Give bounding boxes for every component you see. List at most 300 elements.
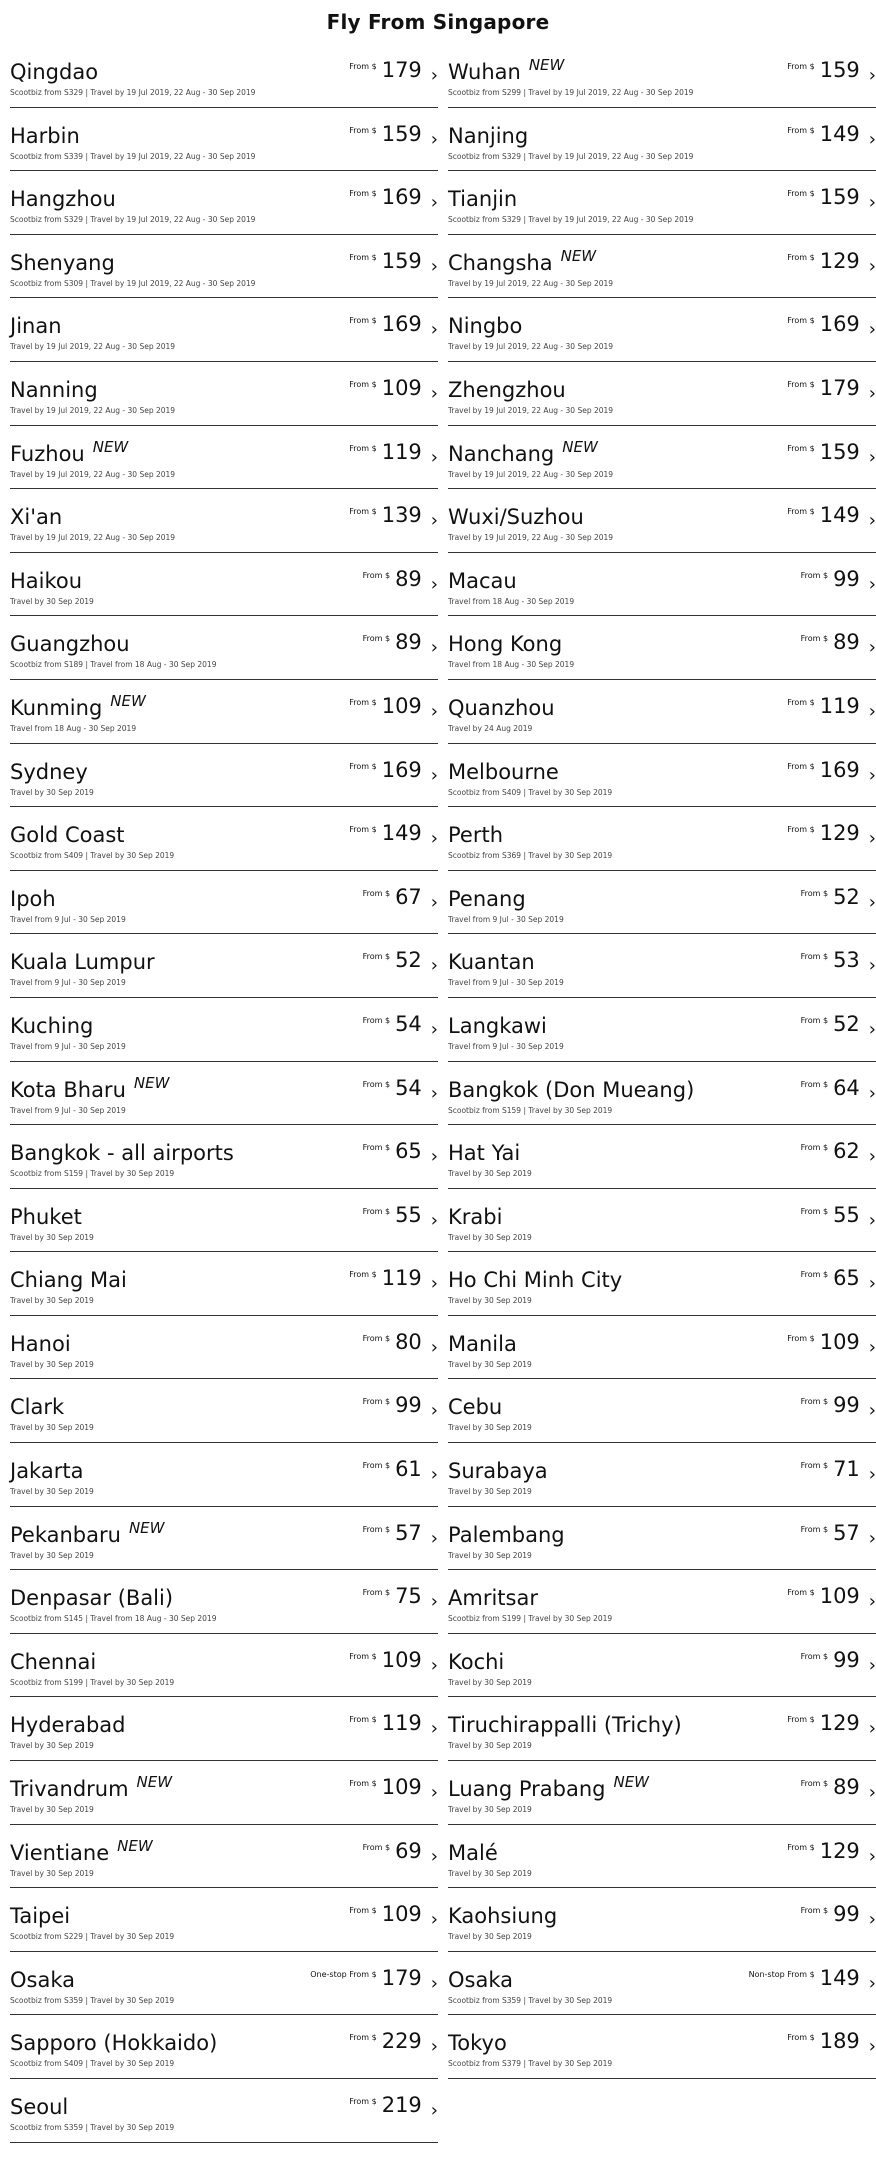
- chevron-right-icon[interactable]: ›: [430, 128, 438, 150]
- destination-city[interactable]: [448, 1841, 498, 1865]
- chevron-right-icon[interactable]: ›: [868, 1718, 876, 1740]
- fare-price[interactable]: [749, 1964, 876, 1994]
- destination-row[interactable]: [10, 1697, 438, 1761]
- fare-price[interactable]: [349, 819, 438, 849]
- destination-city[interactable]: [10, 691, 146, 720]
- chevron-right-icon[interactable]: ›: [868, 1336, 876, 1358]
- destination-row[interactable]: [448, 807, 876, 871]
- destination-row[interactable]: [448, 1697, 876, 1761]
- price-prefix: From $: [800, 1651, 829, 1661]
- destination-city[interactable]: [448, 823, 503, 847]
- fare-price[interactable]: [349, 120, 438, 150]
- destination-city[interactable]: [10, 1332, 71, 1356]
- fare-price[interactable]: [801, 1900, 876, 1930]
- destination-city[interactable]: [448, 314, 522, 338]
- fare-details: Travel by 19 Jul 2019, 22 Aug - 30 Sep 2019: [448, 278, 614, 288]
- chevron-right-icon[interactable]: ›: [430, 192, 438, 214]
- destination-row[interactable]: [10, 298, 438, 362]
- fare-price[interactable]: [349, 56, 438, 86]
- price-amount: 159: [381, 248, 422, 273]
- chevron-right-icon[interactable]: ›: [868, 764, 876, 786]
- destination-city[interactable]: [10, 1395, 64, 1419]
- destination-row[interactable]: [10, 616, 438, 680]
- price-amount: 109: [381, 375, 422, 400]
- destination-row[interactable]: [448, 1443, 876, 1507]
- chevron-right-icon[interactable]: ›: [868, 891, 876, 913]
- destination-row[interactable]: [10, 1316, 438, 1380]
- fare-price[interactable]: [787, 819, 876, 849]
- destination-row[interactable]: [10, 44, 438, 108]
- destination-row[interactable]: [10, 171, 438, 235]
- chevron-right-icon[interactable]: ›: [430, 1464, 438, 1486]
- destination-city[interactable]: [10, 1518, 165, 1547]
- chevron-right-icon[interactable]: ›: [430, 1336, 438, 1358]
- city-name: Gold Coast: [10, 823, 125, 848]
- chevron-right-icon[interactable]: ›: [430, 1782, 438, 1804]
- city-name: Fuzhou: [10, 441, 85, 466]
- fare-details: Travel by 30 Sep 2019: [448, 1805, 532, 1815]
- chevron-right-icon[interactable]: ›: [868, 1909, 876, 1931]
- destination-row[interactable]: [10, 998, 438, 1062]
- fare-price[interactable]: [801, 1074, 876, 1104]
- destination-city[interactable]: [448, 1523, 565, 1547]
- chevron-right-icon[interactable]: ›: [430, 764, 438, 786]
- destination-city[interactable]: [10, 314, 62, 338]
- price-prefix: From $: [362, 888, 391, 898]
- price-amount: 52: [833, 884, 860, 909]
- destination-city[interactable]: [10, 2031, 217, 2055]
- chevron-right-icon[interactable]: ›: [868, 382, 876, 404]
- fare-price[interactable]: [787, 183, 876, 213]
- chevron-right-icon[interactable]: ›: [868, 446, 876, 468]
- destination-row[interactable]: [10, 235, 438, 299]
- price-prefix: From $: [349, 1715, 377, 1725]
- fare-price[interactable]: [801, 1519, 876, 1549]
- destination-city[interactable]: [10, 437, 129, 466]
- fare-price[interactable]: [349, 438, 438, 468]
- chevron-right-icon[interactable]: ›: [868, 1146, 876, 1168]
- fare-price[interactable]: [787, 1837, 876, 1867]
- fare-price[interactable]: [349, 374, 438, 404]
- fare-price[interactable]: [801, 1773, 876, 1803]
- destination-city[interactable]: [10, 1459, 83, 1483]
- chevron-right-icon[interactable]: ›: [430, 1654, 438, 1676]
- chevron-right-icon[interactable]: ›: [868, 1527, 876, 1549]
- city-name: Nanchang: [448, 441, 555, 466]
- destination-row[interactable]: [10, 1570, 438, 1634]
- fare-price[interactable]: [787, 692, 876, 722]
- price-prefix: From $: [787, 1333, 815, 1343]
- fare-price[interactable]: [349, 1709, 438, 1739]
- destination-row[interactable]: [10, 1634, 438, 1698]
- fare-price[interactable]: [787, 1709, 876, 1739]
- destination-city[interactable]: [10, 1586, 173, 1610]
- price-prefix: From $: [349, 2033, 377, 2043]
- destination-row[interactable]: [448, 616, 876, 680]
- fare-price[interactable]: [363, 883, 438, 913]
- chevron-right-icon[interactable]: ›: [430, 700, 438, 722]
- destination-row[interactable]: [10, 871, 438, 935]
- price-prefix: From $: [362, 1397, 391, 1407]
- fare-price[interactable]: [363, 1582, 438, 1612]
- chevron-right-icon[interactable]: ›: [868, 1972, 876, 1994]
- chevron-right-icon[interactable]: ›: [868, 1654, 876, 1676]
- destination-city[interactable]: [10, 1650, 96, 1674]
- destination-row[interactable]: [10, 1952, 438, 2016]
- fare-price[interactable]: [787, 1582, 876, 1612]
- destination-row[interactable]: [10, 1507, 438, 1571]
- destination-row[interactable]: [10, 553, 438, 617]
- destination-city[interactable]: [448, 1713, 682, 1737]
- destination-city[interactable]: [448, 569, 517, 593]
- fare-price[interactable]: [787, 2027, 876, 2057]
- destination-city[interactable]: [448, 950, 535, 974]
- fare-price[interactable]: [310, 1964, 438, 1994]
- destination-row[interactable]: [448, 934, 876, 998]
- fare-price[interactable]: [801, 1646, 876, 1676]
- chevron-right-icon[interactable]: ›: [430, 2036, 438, 2058]
- destination-city[interactable]: [448, 1332, 517, 1356]
- destination-row[interactable]: [10, 362, 438, 426]
- destination-city[interactable]: [448, 760, 559, 784]
- destination-city[interactable]: [448, 1773, 649, 1802]
- destination-city[interactable]: [10, 251, 115, 275]
- price-amount: 149: [819, 121, 860, 146]
- destination-row[interactable]: [448, 1062, 876, 1126]
- destination-row[interactable]: [10, 108, 438, 172]
- destination-city[interactable]: [10, 632, 130, 656]
- price-prefix: From $: [800, 1779, 829, 1789]
- destination-city[interactable]: [10, 1904, 70, 1928]
- fare-price[interactable]: [349, 1900, 438, 1930]
- destination-row[interactable]: [448, 1570, 876, 1634]
- fare-price[interactable]: [349, 247, 438, 277]
- chevron-right-icon[interactable]: ›: [868, 637, 876, 659]
- fare-price[interactable]: [801, 946, 876, 976]
- destination-city[interactable]: [448, 2031, 507, 2055]
- fare-details: Scootbiz from S159 | Travel by 30 Sep 2019: [448, 1105, 613, 1115]
- chevron-right-icon[interactable]: ›: [430, 1718, 438, 1740]
- chevron-right-icon[interactable]: ›: [868, 2036, 876, 2058]
- chevron-right-icon[interactable]: ›: [868, 1209, 876, 1231]
- destination-row[interactable]: [448, 680, 876, 744]
- destination-city[interactable]: [10, 569, 82, 593]
- chevron-right-icon[interactable]: ›: [868, 1464, 876, 1486]
- city-name: Jinan: [10, 314, 62, 339]
- price-amount: 52: [395, 948, 422, 973]
- destination-row[interactable]: [448, 1252, 876, 1316]
- fare-price[interactable]: [787, 501, 876, 531]
- chevron-right-icon[interactable]: ›: [430, 382, 438, 404]
- destination-row[interactable]: [448, 553, 876, 617]
- fare-price[interactable]: [363, 628, 438, 658]
- destination-row[interactable]: [448, 744, 876, 808]
- chevron-right-icon[interactable]: ›: [868, 1018, 876, 1040]
- chevron-right-icon[interactable]: ›: [430, 1845, 438, 1867]
- fare-price[interactable]: [787, 756, 876, 786]
- chevron-right-icon[interactable]: ›: [868, 1591, 876, 1613]
- fare-price[interactable]: [349, 2027, 438, 2057]
- destination-row[interactable]: [10, 2079, 438, 2143]
- destination-row[interactable]: [10, 2015, 438, 2079]
- chevron-right-icon[interactable]: ›: [430, 828, 438, 850]
- destination-row[interactable]: [448, 1761, 876, 1825]
- chevron-right-icon[interactable]: ›: [868, 510, 876, 532]
- fare-price[interactable]: [787, 56, 876, 86]
- chevron-right-icon[interactable]: ›: [868, 1273, 876, 1295]
- fare-price[interactable]: [801, 1455, 876, 1485]
- destination-city[interactable]: [10, 187, 116, 211]
- fare-price[interactable]: [801, 883, 876, 913]
- destination-city[interactable]: [448, 505, 584, 529]
- destination-row[interactable]: [10, 1379, 438, 1443]
- destination-city[interactable]: [448, 1268, 622, 1292]
- destination-row[interactable]: [10, 1189, 438, 1253]
- chevron-right-icon[interactable]: ›: [868, 955, 876, 977]
- fare-details: Travel from 9 Jul - 30 Sep 2019: [10, 1041, 126, 1051]
- destination-row[interactable]: [448, 998, 876, 1062]
- chevron-right-icon[interactable]: ›: [430, 1400, 438, 1422]
- chevron-right-icon[interactable]: ›: [868, 319, 876, 341]
- destination-row[interactable]: [10, 934, 438, 998]
- destination-row[interactable]: [448, 1379, 876, 1443]
- destination-city[interactable]: [10, 887, 56, 911]
- city-name: Tokyo: [448, 2031, 507, 2056]
- destination-city[interactable]: [10, 1773, 173, 1802]
- destination-city[interactable]: [448, 246, 597, 275]
- fare-price[interactable]: [349, 501, 438, 531]
- price-amount: 75: [395, 1584, 422, 1609]
- destination-row[interactable]: [448, 2015, 876, 2079]
- chevron-right-icon[interactable]: ›: [430, 955, 438, 977]
- destination-row[interactable]: [448, 1888, 876, 1952]
- fare-details: Scootbiz from S409 | Travel by 30 Sep 2019: [10, 2059, 175, 2069]
- fare-price[interactable]: [787, 120, 876, 150]
- fare-details: Scootbiz from S329 | Travel by 19 Jul 2019, 22 Aug - 30 Sep 2019: [10, 215, 256, 225]
- price-amount: 67: [395, 884, 422, 909]
- destination-row[interactable]: [448, 44, 876, 108]
- chevron-right-icon[interactable]: ›: [868, 255, 876, 277]
- chevron-right-icon[interactable]: ›: [868, 1845, 876, 1867]
- destination-row[interactable]: [448, 489, 876, 553]
- price-prefix: From $: [800, 1206, 829, 1216]
- fare-price[interactable]: [801, 1264, 876, 1294]
- chevron-right-icon[interactable]: ›: [430, 510, 438, 532]
- chevron-right-icon[interactable]: ›: [868, 1082, 876, 1104]
- destination-row[interactable]: [448, 298, 876, 362]
- chevron-right-icon[interactable]: ›: [430, 1591, 438, 1613]
- chevron-right-icon[interactable]: ›: [430, 1527, 438, 1549]
- fare-price[interactable]: [787, 438, 876, 468]
- destination-city[interactable]: [448, 1650, 504, 1674]
- destination-row[interactable]: [448, 235, 876, 299]
- destination-row[interactable]: [448, 1316, 876, 1380]
- destination-city[interactable]: [10, 1713, 126, 1737]
- destination-row[interactable]: [448, 1634, 876, 1698]
- fare-details: Travel by 19 Jul 2019, 22 Aug - 30 Sep 2019: [10, 469, 176, 479]
- destination-row[interactable]: [448, 362, 876, 426]
- destination-city[interactable]: [10, 2095, 68, 2119]
- chevron-right-icon[interactable]: ›: [430, 1146, 438, 1168]
- destination-city[interactable]: [448, 1078, 694, 1102]
- chevron-right-icon[interactable]: ›: [430, 446, 438, 468]
- chevron-right-icon[interactable]: ›: [868, 1400, 876, 1422]
- fare-price[interactable]: [801, 1137, 876, 1167]
- fare-price[interactable]: [801, 1391, 876, 1421]
- fare-price[interactable]: [363, 565, 438, 595]
- destination-city[interactable]: [448, 437, 598, 466]
- fare-price[interactable]: [363, 1519, 438, 1549]
- destination-city[interactable]: [448, 1904, 557, 1928]
- chevron-right-icon[interactable]: ›: [430, 255, 438, 277]
- chevron-right-icon[interactable]: ›: [430, 1209, 438, 1231]
- destination-city[interactable]: [448, 1014, 547, 1038]
- destination-city[interactable]: [448, 56, 565, 84]
- fare-details: Travel by 19 Jul 2019, 22 Aug - 30 Sep 2019: [448, 469, 614, 479]
- destination-row[interactable]: [448, 1189, 876, 1253]
- price-prefix: From $: [800, 952, 829, 962]
- fare-price[interactable]: [363, 1391, 438, 1421]
- fare-price[interactable]: [349, 310, 438, 340]
- destination-city[interactable]: [10, 950, 155, 974]
- destination-row[interactable]: [448, 426, 876, 490]
- fare-price[interactable]: [363, 1837, 438, 1867]
- destination-city[interactable]: [448, 1586, 538, 1610]
- fare-price[interactable]: [349, 1773, 438, 1803]
- fare-price[interactable]: [787, 374, 876, 404]
- destination-city[interactable]: [10, 505, 62, 529]
- city-name: Hat Yai: [448, 1141, 521, 1166]
- fare-price[interactable]: [787, 1328, 876, 1358]
- chevron-right-icon[interactable]: ›: [868, 65, 876, 86]
- destination-city[interactable]: [10, 1205, 82, 1229]
- destination-city[interactable]: [448, 1968, 513, 1992]
- price-prefix: From $: [787, 379, 815, 389]
- chevron-right-icon[interactable]: ›: [430, 2100, 438, 2121]
- chevron-right-icon[interactable]: ›: [430, 1972, 438, 1994]
- destination-row[interactable]: [10, 1062, 438, 1126]
- fare-price[interactable]: [349, 183, 438, 213]
- chevron-right-icon[interactable]: ›: [868, 828, 876, 850]
- destination-city[interactable]: [448, 1205, 502, 1229]
- fare-price[interactable]: [363, 1137, 438, 1167]
- fare-price[interactable]: [349, 1646, 438, 1676]
- destination-city[interactable]: [448, 1395, 502, 1419]
- destination-row[interactable]: [448, 1507, 876, 1571]
- chevron-right-icon[interactable]: ›: [868, 573, 876, 595]
- fare-price[interactable]: [363, 1201, 438, 1231]
- city-name: Surabaya: [448, 1459, 548, 1484]
- destination-city[interactable]: [10, 1968, 75, 1992]
- fare-price[interactable]: [801, 1010, 876, 1040]
- destination-row[interactable]: [448, 1825, 876, 1889]
- destination-row[interactable]: [10, 1888, 438, 1952]
- destination-row[interactable]: [10, 1825, 438, 1889]
- chevron-right-icon[interactable]: ›: [430, 637, 438, 659]
- fare-price[interactable]: [349, 2091, 438, 2121]
- fare-price[interactable]: [363, 946, 438, 976]
- destination-row[interactable]: [10, 807, 438, 871]
- price-prefix: From $: [787, 825, 815, 835]
- chevron-right-icon[interactable]: ›: [430, 891, 438, 913]
- destination-city[interactable]: [10, 124, 80, 148]
- price-amount: 99: [833, 1647, 860, 1672]
- destination-city[interactable]: [448, 1141, 520, 1165]
- chevron-right-icon[interactable]: ›: [430, 573, 438, 595]
- chevron-right-icon[interactable]: ›: [430, 1909, 438, 1931]
- chevron-right-icon[interactable]: ›: [868, 128, 876, 150]
- fare-details: Travel by 30 Sep 2019: [448, 1868, 532, 1878]
- fare-price[interactable]: [787, 310, 876, 340]
- destination-city[interactable]: [10, 823, 125, 847]
- destination-city[interactable]: [10, 1836, 153, 1865]
- destination-row[interactable]: [10, 426, 438, 490]
- destination-row[interactable]: [10, 1125, 438, 1189]
- destination-row[interactable]: [10, 1443, 438, 1507]
- destination-row[interactable]: [10, 489, 438, 553]
- chevron-right-icon[interactable]: ›: [868, 1782, 876, 1804]
- destination-row[interactable]: [10, 1761, 438, 1825]
- destination-row[interactable]: [448, 108, 876, 172]
- fare-price[interactable]: [787, 247, 876, 277]
- destination-city[interactable]: [448, 632, 562, 656]
- chevron-right-icon[interactable]: ›: [430, 1082, 438, 1104]
- fare-price[interactable]: [801, 565, 876, 595]
- price-prefix: Non-stop From $: [748, 1969, 815, 1979]
- destination-city[interactable]: [10, 1268, 127, 1292]
- chevron-right-icon[interactable]: ›: [868, 192, 876, 214]
- fare-price[interactable]: [363, 1455, 438, 1485]
- fare-price[interactable]: [363, 1328, 438, 1358]
- destination-city[interactable]: [448, 887, 526, 911]
- fare-price[interactable]: [349, 692, 438, 722]
- destination-row[interactable]: [448, 871, 876, 935]
- destination-row[interactable]: [448, 1952, 876, 2016]
- destination-city[interactable]: [448, 378, 566, 402]
- destination-city[interactable]: [10, 1141, 234, 1165]
- destination-row[interactable]: [448, 1125, 876, 1189]
- destination-row[interactable]: [10, 680, 438, 744]
- destination-row[interactable]: [448, 171, 876, 235]
- fare-price[interactable]: [801, 628, 876, 658]
- destination-city[interactable]: [10, 60, 98, 84]
- fare-price[interactable]: [363, 1074, 438, 1104]
- fare-details: Scootbiz from S329 | Travel by 19 Jul 2019, 22 Aug - 30 Sep 2019: [10, 88, 256, 97]
- destination-city[interactable]: [10, 1014, 93, 1038]
- destination-row[interactable]: [10, 744, 438, 808]
- fare-price[interactable]: [349, 1264, 438, 1294]
- fare-price[interactable]: [801, 1201, 876, 1231]
- destination-city[interactable]: [10, 760, 88, 784]
- fare-details: Scootbiz from S359 | Travel by 30 Sep 2019: [10, 2123, 175, 2132]
- price-amount: 219: [381, 2093, 422, 2117]
- chevron-right-icon[interactable]: ›: [430, 319, 438, 341]
- destination-city[interactable]: [10, 378, 98, 402]
- chevron-right-icon[interactable]: ›: [430, 65, 438, 86]
- destination-city[interactable]: [448, 696, 555, 720]
- destination-row[interactable]: [10, 1252, 438, 1316]
- destination-city[interactable]: [448, 187, 517, 211]
- chevron-right-icon[interactable]: ›: [430, 1018, 438, 1040]
- destination-city[interactable]: [448, 1459, 548, 1483]
- destination-city[interactable]: [10, 1073, 170, 1102]
- destination-city[interactable]: [448, 124, 528, 148]
- price-amount: 119: [381, 439, 422, 464]
- fare-price[interactable]: [363, 1010, 438, 1040]
- chevron-right-icon[interactable]: ›: [430, 1273, 438, 1295]
- fare-price[interactable]: [349, 756, 438, 786]
- chevron-right-icon[interactable]: ›: [868, 700, 876, 722]
